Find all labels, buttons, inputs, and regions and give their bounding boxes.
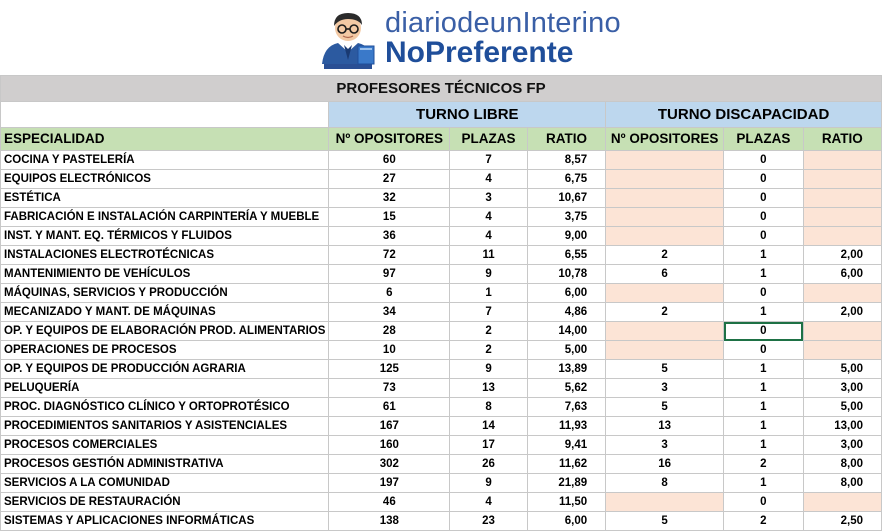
cell-especialidad[interactable]: MANTENIMIENTO DE VEHÍCULOS — [1, 265, 329, 284]
cell-especialidad[interactable]: SISTEMAS Y APLICACIONES INFORMÁTICAS — [1, 512, 329, 531]
cell-disc-ratio[interactable]: 8,00 — [803, 455, 881, 474]
table-row — [1, 265, 882, 284]
cell-libre-opositores[interactable]: 160 — [329, 436, 450, 455]
table-row — [1, 474, 882, 493]
column-header-row — [1, 128, 882, 151]
cell-disc-plazas[interactable]: 0 — [724, 322, 804, 341]
cell-disc-opositores[interactable] — [606, 170, 724, 189]
col-header-disc-ratio[interactable]: RATIO — [803, 128, 881, 151]
cell-libre-plazas[interactable]: 4 — [450, 208, 528, 227]
cell-libre-opositores[interactable]: 197 — [329, 474, 450, 493]
group-turno-libre[interactable]: TURNO LIBRE — [329, 102, 606, 128]
cell-libre-ratio[interactable]: 5,00 — [527, 341, 605, 360]
table-row — [1, 208, 882, 227]
cell-disc-ratio[interactable]: 2,00 — [803, 246, 881, 265]
cell-libre-ratio[interactable]: 5,62 — [527, 379, 605, 398]
cell-libre-ratio[interactable]: 6,00 — [527, 284, 605, 303]
cell-especialidad[interactable]: SERVICIOS DE RESTAURACIÓN — [1, 493, 329, 512]
cell-libre-plazas[interactable]: 11 — [450, 246, 528, 265]
cell-libre-plazas[interactable]: 8 — [450, 398, 528, 417]
cell-disc-ratio[interactable]: 2,00 — [803, 303, 881, 322]
cell-disc-plazas[interactable]: 1 — [724, 398, 804, 417]
cell-libre-plazas[interactable]: 14 — [450, 417, 528, 436]
cell-disc-opositores[interactable] — [606, 284, 724, 303]
cell-libre-ratio[interactable]: 6,55 — [527, 246, 605, 265]
cell-disc-plazas[interactable]: 1 — [724, 246, 804, 265]
cell-libre-opositores[interactable]: 32 — [329, 189, 450, 208]
cell-especialidad[interactable]: PELUQUERÍA — [1, 379, 329, 398]
cell-disc-opositores[interactable] — [606, 493, 724, 512]
cell-especialidad[interactable]: OP. Y EQUIPOS DE PRODUCCIÓN AGRARIA — [1, 360, 329, 379]
brand-name-bottom: NoPreferente — [385, 36, 574, 69]
cell-disc-ratio[interactable] — [803, 322, 881, 341]
brand-name-top: diariodeunInterino — [385, 7, 621, 39]
cell-especialidad[interactable]: OPERACIONES DE PROCESOS — [1, 341, 329, 360]
cell-libre-ratio[interactable]: 9,41 — [527, 436, 605, 455]
cell-libre-opositores[interactable]: 15 — [329, 208, 450, 227]
cell-disc-opositores[interactable]: 5 — [606, 398, 724, 417]
cell-libre-plazas[interactable]: 17 — [450, 436, 528, 455]
cell-libre-plazas[interactable]: 13 — [450, 379, 528, 398]
cell-disc-plazas[interactable]: 2 — [724, 455, 804, 474]
cell-disc-ratio[interactable]: 3,00 — [803, 379, 881, 398]
cell-libre-opositores[interactable]: 73 — [329, 379, 450, 398]
cell-disc-opositores[interactable]: 3 — [606, 379, 724, 398]
cell-disc-plazas[interactable]: 1 — [724, 436, 804, 455]
cell-disc-plazas[interactable]: 2 — [724, 512, 804, 531]
cell-disc-opositores[interactable] — [606, 227, 724, 246]
table-row — [1, 417, 882, 436]
cell-disc-opositores[interactable]: 6 — [606, 265, 724, 284]
cell-disc-plazas[interactable]: 0 — [724, 151, 804, 170]
cell-libre-opositores[interactable]: 36 — [329, 227, 450, 246]
cell-disc-opositores[interactable]: 2 — [606, 246, 724, 265]
table-row — [1, 455, 882, 474]
cell-libre-plazas[interactable]: 23 — [450, 512, 528, 531]
group-turno-discapacidad[interactable]: TURNO DISCAPACIDAD — [606, 102, 882, 128]
table-row — [1, 322, 882, 341]
cell-disc-plazas[interactable]: 0 — [724, 284, 804, 303]
cell-disc-opositores[interactable]: 13 — [606, 417, 724, 436]
col-header-especialidad[interactable]: ESPECIALIDAD — [1, 128, 329, 151]
table-row — [1, 303, 882, 322]
table-row — [1, 341, 882, 360]
cell-disc-ratio[interactable] — [803, 189, 881, 208]
cell-disc-ratio[interactable]: 3,00 — [803, 436, 881, 455]
cell-libre-ratio[interactable]: 10,78 — [527, 265, 605, 284]
cell-disc-ratio[interactable]: 5,00 — [803, 398, 881, 417]
cell-libre-plazas[interactable]: 4 — [450, 170, 528, 189]
cell-libre-opositores[interactable]: 138 — [329, 512, 450, 531]
cell-disc-ratio[interactable]: 13,00 — [803, 417, 881, 436]
cell-disc-opositores[interactable]: 2 — [606, 303, 724, 322]
cell-libre-ratio[interactable]: 10,67 — [527, 189, 605, 208]
cell-libre-plazas[interactable]: 26 — [450, 455, 528, 474]
cell-libre-ratio[interactable]: 6,00 — [527, 512, 605, 531]
header-banner — [0, 0, 882, 75]
col-header-disc-opositores[interactable]: Nº OPOSITORES — [606, 128, 724, 151]
cell-disc-plazas[interactable]: 1 — [724, 379, 804, 398]
cell-libre-plazas[interactable]: 3 — [450, 189, 528, 208]
cell-libre-ratio[interactable]: 13,89 — [527, 360, 605, 379]
cell-libre-plazas[interactable]: 2 — [450, 341, 528, 360]
cell-disc-plazas[interactable]: 0 — [724, 493, 804, 512]
cell-disc-plazas[interactable]: 0 — [724, 170, 804, 189]
cell-disc-opositores[interactable] — [606, 208, 724, 227]
table-row — [1, 379, 882, 398]
cell-disc-plazas[interactable]: 1 — [724, 474, 804, 493]
cell-disc-ratio[interactable] — [803, 284, 881, 303]
cell-disc-ratio[interactable]: 8,00 — [803, 474, 881, 493]
cell-especialidad[interactable]: OP. Y EQUIPOS DE ELABORACIÓN PROD. ALIMENTARIOS — [1, 322, 329, 341]
cell-disc-opositores[interactable]: 5 — [606, 360, 724, 379]
cell-libre-ratio[interactable]: 11,62 — [527, 455, 605, 474]
cell-libre-plazas[interactable]: 1 — [450, 284, 528, 303]
col-header-disc-plazas[interactable]: PLAZAS — [724, 128, 804, 151]
col-header-libre-plazas[interactable]: PLAZAS — [450, 128, 528, 151]
cell-especialidad[interactable]: PROCEDIMIENTOS SANITARIOS Y ASISTENCIALES — [1, 417, 329, 436]
data-table — [0, 75, 882, 531]
cell-libre-opositores[interactable]: 46 — [329, 493, 450, 512]
cell-libre-plazas[interactable]: 4 — [450, 227, 528, 246]
table-row — [1, 151, 882, 170]
cell-disc-plazas[interactable]: 0 — [724, 227, 804, 246]
cell-especialidad[interactable]: PROC. DIAGNÓSTICO CLÍNICO Y ORTOPROTÉSICO — [1, 398, 329, 417]
cell-disc-opositores[interactable]: 16 — [606, 455, 724, 474]
cell-libre-plazas[interactable]: 9 — [450, 360, 528, 379]
cell-libre-plazas[interactable]: 9 — [450, 265, 528, 284]
table-title-row — [1, 76, 882, 102]
cell-libre-opositores[interactable]: 34 — [329, 303, 450, 322]
cell-libre-ratio[interactable]: 9,00 — [527, 227, 605, 246]
cell-libre-opositores[interactable]: 61 — [329, 398, 450, 417]
cell-libre-opositores[interactable]: 72 — [329, 246, 450, 265]
cell-disc-opositores[interactable]: 8 — [606, 474, 724, 493]
cell-libre-opositores[interactable]: 302 — [329, 455, 450, 474]
cell-libre-ratio[interactable]: 8,57 — [527, 151, 605, 170]
cell-disc-opositores[interactable]: 3 — [606, 436, 724, 455]
cell-libre-ratio[interactable]: 3,75 — [527, 208, 605, 227]
cell-libre-opositores[interactable]: 6 — [329, 284, 450, 303]
table-row — [1, 284, 882, 303]
cell-libre-plazas[interactable]: 9 — [450, 474, 528, 493]
cell-libre-ratio[interactable]: 6,75 — [527, 170, 605, 189]
cell-especialidad[interactable]: PROCESOS GESTIÓN ADMINISTRATIVA — [1, 455, 329, 474]
table-title[interactable]: PROFESORES TÉCNICOS FP — [1, 76, 882, 102]
cell-libre-ratio[interactable]: 14,00 — [527, 322, 605, 341]
cell-disc-ratio[interactable] — [803, 227, 881, 246]
cell-libre-plazas[interactable]: 4 — [450, 493, 528, 512]
cell-libre-plazas[interactable]: 2 — [450, 322, 528, 341]
cell-libre-opositores[interactable]: 10 — [329, 341, 450, 360]
cell-libre-ratio[interactable]: 21,89 — [527, 474, 605, 493]
cell-libre-ratio[interactable]: 11,50 — [527, 493, 605, 512]
table-row — [1, 246, 882, 265]
cell-disc-plazas[interactable]: 0 — [724, 189, 804, 208]
col-header-libre-ratio[interactable]: RATIO — [527, 128, 605, 151]
cell-disc-ratio[interactable]: 6,00 — [803, 265, 881, 284]
group-header-row — [1, 102, 882, 128]
cell-especialidad[interactable]: FABRICACIÓN E INSTALACIÓN CARPINTERÍA Y MUEBLE — [1, 208, 329, 227]
cell-disc-opositores[interactable] — [606, 151, 724, 170]
cell-disc-plazas[interactable]: 0 — [724, 341, 804, 360]
cell-libre-opositores[interactable]: 167 — [329, 417, 450, 436]
cell-libre-opositores[interactable]: 97 — [329, 265, 450, 284]
table-row — [1, 360, 882, 379]
cell-disc-plazas[interactable]: 1 — [724, 360, 804, 379]
cell-especialidad[interactable]: MÁQUINAS, SERVICIOS Y PRODUCCIÓN — [1, 284, 329, 303]
group-blank-cell[interactable] — [1, 102, 329, 128]
cell-libre-opositores[interactable]: 28 — [329, 322, 450, 341]
table-row — [1, 493, 882, 512]
table-row — [1, 189, 882, 208]
cell-disc-ratio[interactable] — [803, 208, 881, 227]
cell-disc-ratio[interactable]: 2,50 — [803, 512, 881, 531]
cell-especialidad[interactable]: COCINA Y PASTELERÍA — [1, 151, 329, 170]
cell-libre-opositores[interactable]: 27 — [329, 170, 450, 189]
col-header-libre-opositores[interactable]: Nº OPOSITORES — [329, 128, 450, 151]
cell-disc-ratio[interactable] — [803, 170, 881, 189]
cell-especialidad[interactable]: INSTALACIONES ELECTROTÉCNICAS — [1, 246, 329, 265]
cell-especialidad[interactable]: ESTÉTICA — [1, 189, 329, 208]
table-row — [1, 227, 882, 246]
cell-libre-ratio[interactable]: 11,93 — [527, 417, 605, 436]
cell-disc-opositores[interactable] — [606, 322, 724, 341]
teacher-avatar-icon — [316, 8, 380, 70]
cell-especialidad[interactable]: MECANIZADO Y MANT. DE MÁQUINAS — [1, 303, 329, 322]
cell-disc-plazas[interactable]: 0 — [724, 208, 804, 227]
spreadsheet — [0, 75, 882, 531]
cell-especialidad[interactable]: PROCESOS COMERCIALES — [1, 436, 329, 455]
cell-disc-opositores[interactable] — [606, 341, 724, 360]
cell-libre-opositores[interactable]: 125 — [329, 360, 450, 379]
cell-disc-plazas[interactable]: 1 — [724, 417, 804, 436]
cell-disc-opositores[interactable] — [606, 189, 724, 208]
cell-disc-plazas[interactable]: 1 — [724, 303, 804, 322]
table-row — [1, 436, 882, 455]
table-row — [1, 398, 882, 417]
cell-disc-opositores[interactable]: 5 — [606, 512, 724, 531]
cell-especialidad[interactable]: INST. Y MANT. EQ. TÉRMICOS Y FLUIDOS — [1, 227, 329, 246]
cell-disc-ratio[interactable] — [803, 341, 881, 360]
cell-disc-plazas[interactable]: 1 — [724, 265, 804, 284]
cell-libre-plazas[interactable]: 7 — [450, 303, 528, 322]
table-row — [1, 170, 882, 189]
table-row — [1, 512, 882, 531]
cell-disc-ratio[interactable] — [803, 493, 881, 512]
cell-libre-ratio[interactable]: 4,86 — [527, 303, 605, 322]
cell-disc-ratio[interactable]: 5,00 — [803, 360, 881, 379]
cell-disc-ratio[interactable] — [803, 151, 881, 170]
cell-libre-plazas[interactable]: 7 — [450, 151, 528, 170]
cell-especialidad[interactable]: SERVICIOS A LA COMUNIDAD — [1, 474, 329, 493]
cell-libre-ratio[interactable]: 7,63 — [527, 398, 605, 417]
cell-libre-opositores[interactable]: 60 — [329, 151, 450, 170]
cell-especialidad[interactable]: EQUIPOS ELECTRÓNICOS — [1, 170, 329, 189]
